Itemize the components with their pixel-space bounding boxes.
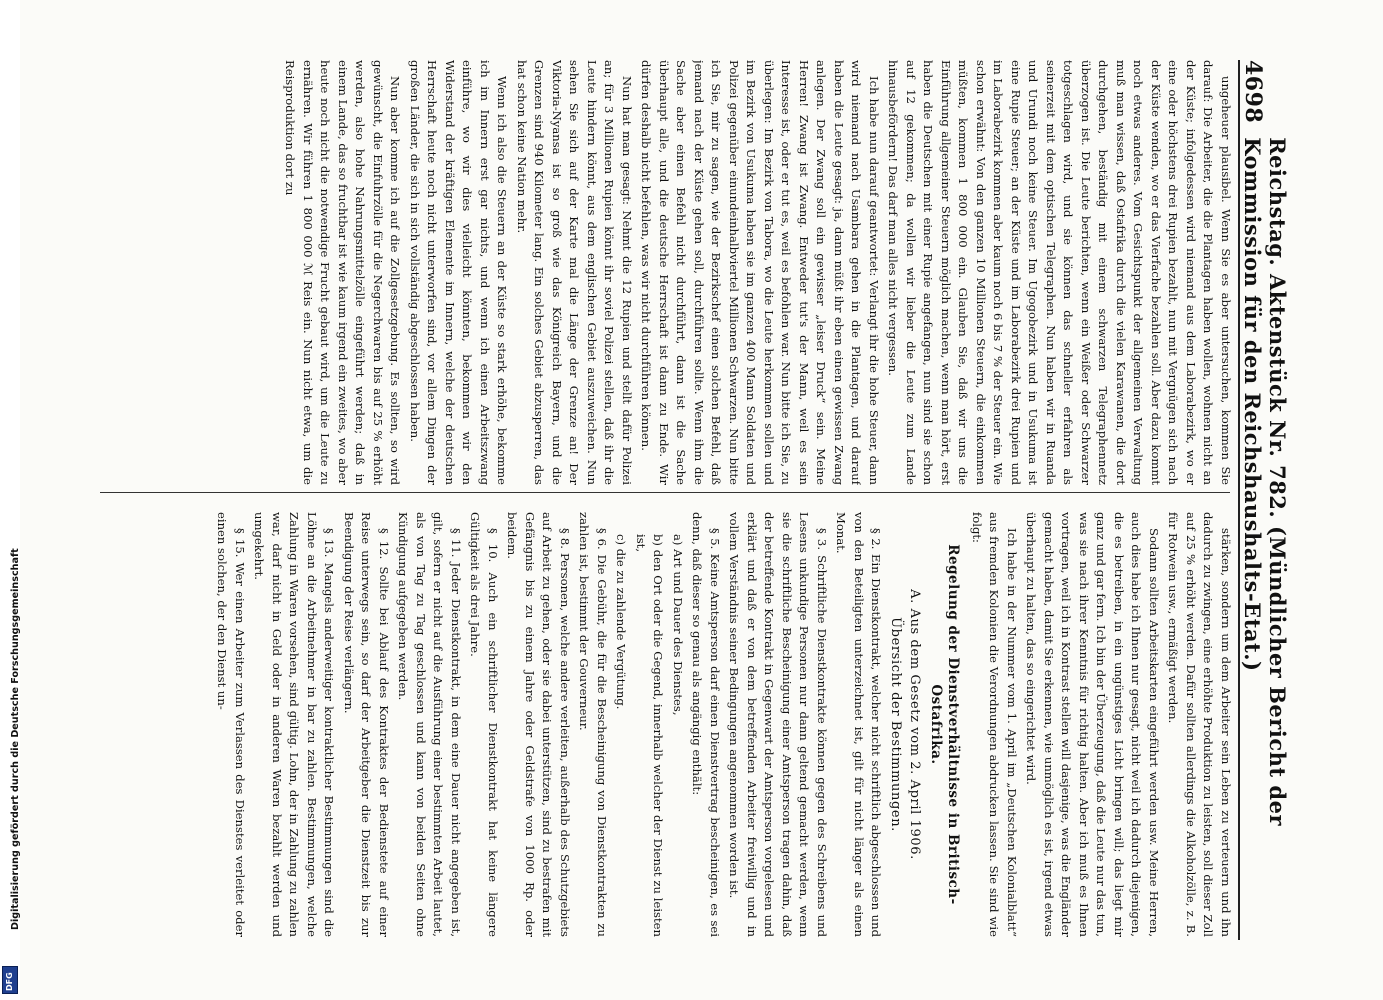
section-heading: Übersicht der Bestimmungen. [888, 617, 903, 832]
digitization-sidebar [0, 0, 20, 1000]
clause-item: a) Art und Dauer des Dienstes, [671, 534, 685, 716]
clause: § 6. Die Gebühr, die für die Bescheinigung von Dienstkontrakten zu zahlen ist, bestimmt der Gouverneur. [577, 512, 609, 937]
column-divider [100, 492, 1230, 493]
section-subtitle: A. Aus dem Gesetz vom 2. April 1906. [907, 589, 923, 860]
right-column [94, 512, 1234, 937]
paragraph: Nun hat man gesagt: Nehmt die 12 Rupien und stellt dafür Polizei an; für 3 Millionen Rupien könnt ihr soviel Polizei stellen, daß ihr die Leute hindern könnt, aus dem englischen Gebiet auszuweichen. Nun sehen Sie sich auf der Karte mal die Länge der Grenze an! Der Viktoria-Nyansa ist so groß wie das Königreich Bayern, und die Grenzen sind 940 Kilometer lang. Ein solches Gebiet abzusperren, das hat schon keine Nation mehr. [515, 60, 634, 485]
paragraph: ungeheuer plausibel. Wenn Sie es aber untersuchen, kommen Sie darauf: Die Arbeiter, die die Plantagen haben wollen, wohnen nicht an der Küste; infolgedessen wird niemand aus dem Laborabezirk, wo er eine oder höchstens drei Rupien bezahlt, nun mit Vergnügen sich nach der Küste wenden, wo er das Vierfache bezahlen soll. Aber dazu kommt noch etwas anderes. Vom Gesichtspunkt der allgemeinen Verwaltung muß man wissen, daß Ostafrika durch die vielen Karawanen, die dort durchgehen, beständig mit einem schwarzen Telegraphennetz überzogen ist. Die Leute berichten, wenn ein Weißer oder Schwarzer totgeschlagen wird, und sie können das schneller erfahren als seinerzeit mit dem optischen Telegraphen. Nun haben wir in Ruanda und Urundi noch keine Steuer. Im Ugogobezirk und in Usukuma ist eine Rupie Steuer; an der Küste und im Laborabezirk drei Rupien und im Laborabezirk kommen aber kaum noch 6 bis 7 % der Steuer ein. Wie schon erwähnt: Von den ganzen 10 Millionen Steuern, die einkommen müßten, kommen 1 800 000 ein. Glauben Sie, daß wir uns die Einführung allgemeiner Steuern möglich machen, wenn man hört, erst haben die Deutschen mit einer Rupie angefangen, nun sind sie schon auf 12 gekommen; da wollen wir lieber die Leute zum Lande hinausbefördern! Das darf man alles nicht vergessen. [886, 60, 1233, 485]
clause-item: b) den Ort oder die Gegend, innerhalb welcher der Dienst zu leisten ist, [634, 534, 666, 937]
left-column [94, 60, 1234, 485]
clause: § 11. Jeder Dienstkontrakt, in dem eine Dauer nicht angegeben ist, gilt, sofern er nicht auf die Ausführung einer bestimmten Arbeit lautet, als von Tag zu Tag geschlossen und kann von beiden Seiten ohne Kündigung aufgegeben werden. [396, 512, 463, 937]
page-header-title: Reichstag. Aktenstück Nr. 782. (Mündlicher Bericht der Kommission für den Reichshaushalts-Etat.) [1240, 137, 1290, 827]
dfg-logo: DFG [2, 966, 18, 994]
clause: § 15. Wer einen Arbeiter zum Verlassen des Dienstes verleitet oder einen solchen, der den Dienst un- [215, 512, 247, 937]
section-title: Regelung der Dienstverhältnisse in Britisch-Ostafrika. [928, 544, 962, 905]
rotated-document-sheet [70, 0, 1300, 1000]
clause: § 2. Ein Dienstkontrakt, welcher nicht schriftlich abgeschlossen und von den Beteiligten unterzeichnet ist, gilt für nicht länger als einen Monat. [834, 512, 884, 937]
digitization-credit: Digitalisierung gefördert durch die Deutsche Forschungsgemeinschaft [10, 548, 21, 930]
paragraph: Sodann sollten Arbeitskarten eingeführt werden usw. Meine Herren, auch dies habe ich Ihnen nur gesagt, nicht weil ich dadurch diejenigen, die es betreiben, in ein ungünstiges Licht bringen will; das liegt mir ganz und gar fern. Ich bin der Überzeugung, daß die Leute nur das tun, was sie nach ihrer Kenntnis für richtig halten. Aber ich muß es Ihnen vortragen, weil ich in Kontrast stellen will dasjenige, was die Engländer gemacht haben, damit Sie erkennen, wie unmöglich es ist, irgend etwas überhaupt zu halten, das so eingerichtet wird. [1024, 512, 1161, 937]
paragraph: Wenn ich also die Steuern an der Küste so stark erhöhe, bekomme ich im Innern erst gar nichts, und wenn ich einen Arbeitszwang einführe, wo wir dies vielleicht könnten, bekommen wir den Widerstand der kräftigen Elemente im Innern, welche der deutschen Herrschaft heute noch nicht unterworfen sind, vor allem Dingen der großen Länder, die sich in sich vollständig abgeschlossen haben. [408, 60, 510, 485]
paragraph: Ich habe nun darauf geantwortet: Verlangt ihr die hohe Steuer, dann wird niemand nach Usambara gehen in die Plantagen, und darauf haben die Leute gesagt: ja, dann müßt ihr eben einen gewissen Zwang anlegen. Der Zwang soll ein gewisser „leiser Druck“ sein. Meine Herren! Zwang ist Zwang. Entweder tut's der Mann, weil es sein Interesse ist, oder er tut es, weil es befohlen war. Nun bitte ich Sie, zu überlegen: Im Bezirk von Tabora, wo die Leute herkommen sollen und im Bezirk von Usukuma haben sie im ganzen 400 Mann Soldaten und Polizei gegenüber einundeinhalbviertel Millionen Schwarzen. Nun bitte ich Sie, mir zu sagen, wie der Bezirkschef einen solchen Befehl, daß jemand nach der Küste gehen soll, durchführen sollte. Wenn ihm die Sache aber einen Befehl nicht durchführt, dann ist die Sache überhaupt alle, und die deutsche Herrschaft ist dann zu Ende. Wir dürfen deshalb nicht befehlen, was wir nicht durchführen können. [639, 60, 881, 485]
page-number: 4698 [1240, 60, 1266, 124]
paragraph: stärken, sondern um dem Arbeiter sein Leben zu verteuern und ihn dadurch zu zwingen, eine erhöhte Produktion zu leisten, soll dieser Zoll auf 25 % erhöht werden. Dafür sollten allerdings die Alkoholzölle, z. B. für Rotwein usw., ermäßigt werden. [1166, 512, 1233, 937]
clause: § 13. Mangels anderweitiger kontraktlicher Bestimmungen sind die Löhne an die Arbeitnehmer in bar zu zahlen. Bestimmungen, welche Zahlung in Waren vorsehen, sind gültig. Lohn, der in Zahlung zu zahlen war, darf nicht in Geld oder in anderen Waren bezahlt werden und umgekehrt. [252, 512, 337, 937]
clause: § 8. Personen, welche andere verleiten, außerhalb des Schutzgebiets auf Arbeit zu gehen, oder sie dabei unterstützen, sind zu bestrafen mit Gefängnis bis zu einem Jahre oder Geldstrafe von 1000 Rp. oder beidem. [505, 512, 572, 937]
paragraph: Ich habe in der Nummer vom 1. April im „Deutschen Kolonialblatt“ aus fremden Kolonien die Verordnungen abdrucken lassen. Sie sind wie folgt: [970, 512, 1019, 937]
paragraph: Nun aber komme ich auf die Zollgesetzgebung. Es sollten, so wird gewünscht, die Einfuhrzölle für die Negerchwaren bis auf 25 % erhöht werden, also hohe Nahrungsmittelzölle eingeführt werden; daß in einem Lande, das so fruchtbar ist wie kaum irgend ein zweites, wo aber heute noch nicht die notwendige Frucht gebaut wird, um die Leute zu ernähren. Wir führen 1 800 000 ℳ Reis ein. Nun nicht etwa, um die Reisproduktion dort zu [283, 60, 403, 485]
clause: § 5. Keine Amtsperson darf einen Dienstvertrag bescheinigen, es sei denn, daß dieser so genau als angängig enthält: [690, 512, 722, 937]
clause: § 3. Schriftliche Dienstkontrakte können gegen des Schreibens und Lesens unkundige Personen nur dann geltend gemacht werden, wenn sie die schriftliche Bescheinigung einer Amtsperson tragen dahin, daß der betreffende Kontrakt in Gegenwart der Amtsperson vorgelesen und erklärt und daß er von dem betreffenden Arbeiter freiwillig und in vollem Verständnis seiner Bedingungen angenommen worden ist. [727, 512, 829, 937]
clause: § 12. Sollte bei Ablauf des Kontraktes der Bedienstete auf einer Reise unterwegs sein, so darf der Arbeitgeber die Dienstzeit bis zur Beendigung der Reise verlängern. [342, 512, 391, 937]
page-header [1238, 60, 1290, 940]
clause-item: c) die zu zahlende Vergütung. [614, 534, 629, 710]
clause: § 10. Auch ein schriftlicher Dienstkontrakt hat keine längere Gültigkeit als drei Jahre. [468, 512, 500, 937]
